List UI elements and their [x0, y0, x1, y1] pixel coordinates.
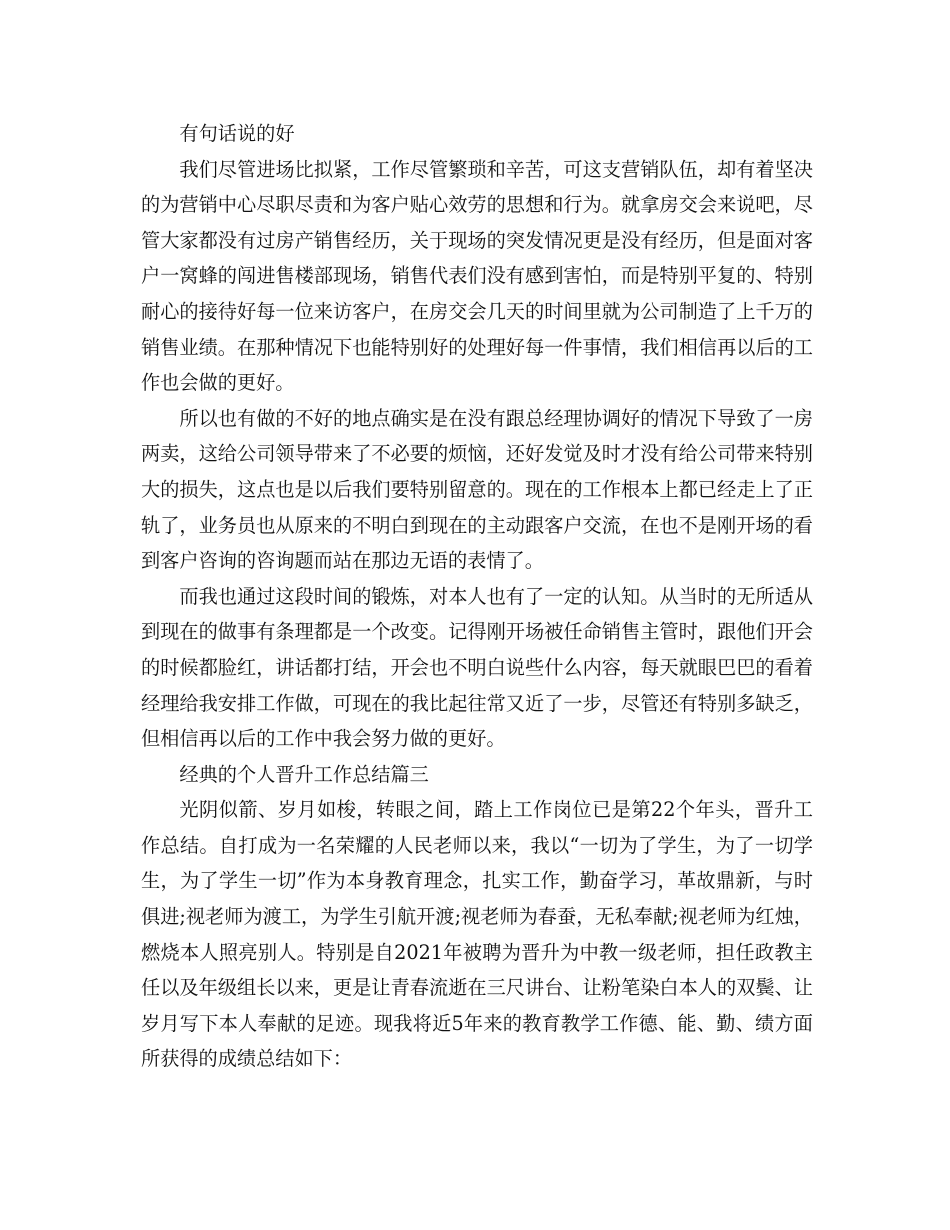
section-heading: 经典的个人晋升工作总结篇三 — [179, 762, 429, 786]
paragraph-sales-team: 我们尽管进场比拟紧，工作尽管繁琐和辛苦，可这支营销队伍，却有着坚决的为营销中心尽职尽责和为客户贴心效劳的思想和行为。就拿房交会来说吧，尽管大家都没有过房产销售经历，关于现场的突发情况更是没有经历，但是面对客户一窝蜂的闯进售楼部现场，销售代表们没有感到害怕，而是特别平复的、特别耐心的接待好每一位来访客户，在房交会几天的时间里就为公司制造了上千万的销售业绩。在那种情况下也能特别好的处理好每一件事情，我们相信再以后的工作也会做的更好。 — [141, 157, 813, 395]
paragraph-shortcomings: 所以也有做的不好的地点确实是在没有跟总经理协调好的情况下导致了一房两卖，这给公司领导带来了不必要的烦恼，还好发觉及时才没有给公司带来特别大的损失，这点也是以后我们要特别留意的。现在的工作根本上都已经走上了正轨了，业务员也从原来的不明白到现在的主动跟客户交流，在也不是刚开场的看到客户咨询的咨询题而站在那边无语的表情了。 — [141, 406, 813, 573]
paragraph-saying: 有句话说的好 — [179, 122, 295, 145]
document-body — [141, 116, 813, 1077]
paragraph-teacher-summary: 光阴似箭、岁月如梭，转眼之间，踏上工作岗位已是第22个年头，晋升工作总结。自打成为一名荣耀的人民老师以来，我以“一切为了学生，为了一切学生，为了学生一切”作为本身教育理念，扎实工作，勤奋学习，革故鼎新，与时俱进;视老师为渡工，为学生引航开渡;视老师为春蚕，无私奉献;视老师为红烛，燃烧本人照亮别人。特别是自2021年被聘为晋升为中教一级老师，担任政教主任以及年级组长以来，更是让青春流逝在三尺讲台、让粉笔染白本人的双鬓、让岁月写下本人奉献的足迹。现我将近5年来的教育教学工作德、能、勤、绩方面所获得的成绩总结如下： — [141, 798, 813, 1071]
paragraph-self-growth: 而我也通过这段时间的锻炼，对本人也有了一定的认知。从当时的无所适从到现在的做事有条理都是一个改变。记得刚开场被任命销售主管时，跟他们开会的时候都脸红，讲话都打结，开会也不明白说些什么内容，每天就眼巴巴的看着经理给我安排工作做，可现在的我比起往常又近了一步，尽管还有特别多缺乏，但相信再以后的工作中我会努力做的更好。 — [141, 584, 813, 751]
